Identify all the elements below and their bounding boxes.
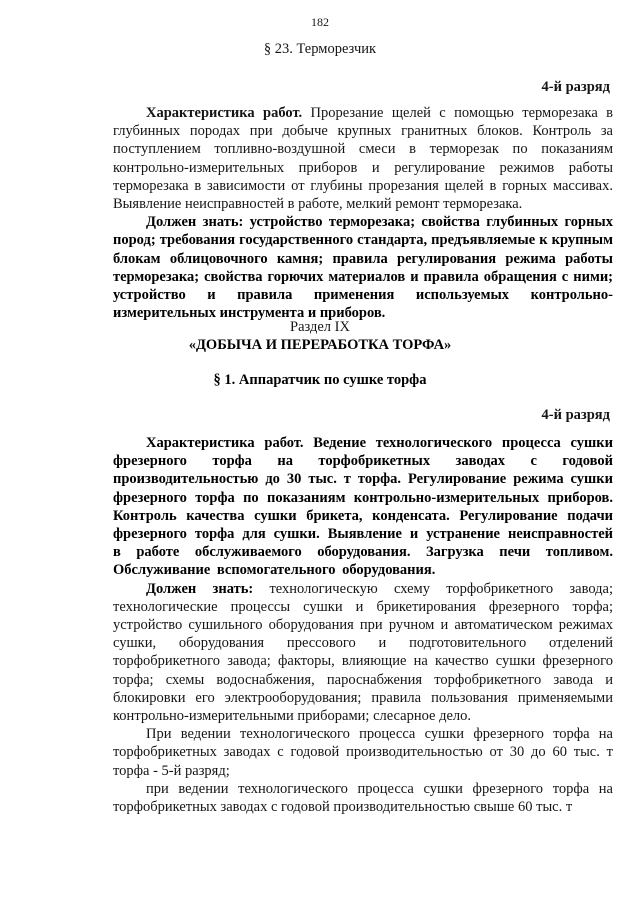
section-heading-thermocutter: § 23. Терморезчик [263,41,377,57]
required-knowledge-text: устройство терморезака; свойства глубинных горных пород; требования государственного стандарта, предъявляемые к крупным блокам облицовочного камня; правила регулирования режима работы терморезака; свойства горючих материалов и правила обращения с ними; устройство и правила применения используемых контрольно-измерительных инструмента и приборов. [113,214,613,322]
division-subtitle: «ДОБЫЧА И ПЕРЕРАБОТКА ТОРФА» [188,337,452,353]
division-title: Раздел IX [290,319,350,335]
page-number: 182 [311,15,329,29]
required-knowledge-paragraph [113,213,613,322]
work-characteristics-label: Характеристика работ. [146,435,304,451]
work-characteristics-paragraph [113,104,613,213]
work-characteristics-text: Прорезание щелей с помощью терморезака в глубинных породах при добыче крупных гранитных блоков. Контроль за поступлением топливно-воздушной смеси в терморезак по показаниям контрольно-измерительных приборов и регулирование режимов работы терморезака в зависимости от глубины прорезания щелей в горных массивах. Выявление неисправностей в работе, мелкий ремонт терморезака. [113,105,613,213]
grade-5-paragraph: При ведении технологического процесса сушки фрезерного торфа на торфобрикетных заводах с годовой производительностью от 30 до 60 тыс. т торфа - 5-й разряд; [113,726,613,779]
required-knowledge-label: Должен знать: [146,214,244,231]
grade-label: 4-й разряд [541,407,610,423]
grade-label: 4-й разряд [541,79,610,95]
required-knowledge-text: технологическую схему торфобрикетного завода; технологические процессы сушки и брикетирования фрезерного торфа; устройство сушильного оборудования при ручном и автоматическом режимах сушки, оборудования прессового и подготовительного отделений торфобрикетного завода; факторы, влияющие на качество сушки фрезерного торфа; схемы водоснабжения, пароснабжения торфобрикетного завода и блокировки его электрооборудования; правила пользования применяемыми контрольно-измерительными приборами; слесарное дело. [113,580,613,725]
work-characteristics-paragraph [113,434,613,580]
required-knowledge-paragraph [113,580,613,726]
work-characteristics-label: Характеристика работ. [146,105,303,121]
required-knowledge-label: Должен знать: [146,580,254,597]
work-characteristics-text: Ведение технологического процесса сушки фрезерного торфа на торфобрикетных заводах с годовой производительностью до 30 тыс. т торфа. Регулирование режима сушки фрезерного торфа по показаниям контрольно-измерительных приборов. Контроль качества сушки брикета, конденсата. Регулирование подачи фрезерного торфа для сушки. Выявление и устранение неисправностей в работе обслуживаемого оборудования. Загрузка печи топливом. Обслуживание вспомогательного оборудования. [113,435,613,579]
thermocutter-text-block [113,104,613,322]
section-heading-peat-dryer: § 1. Аппаратчик по сушке торфа [213,372,427,388]
grade-6-paragraph: при ведении технологического процесса сушки фрезерного торфа на торфобрикетных заводах с годовой производительностью свыше 60 тыс. т [113,780,613,816]
peat-dryer-text-block [113,434,613,816]
